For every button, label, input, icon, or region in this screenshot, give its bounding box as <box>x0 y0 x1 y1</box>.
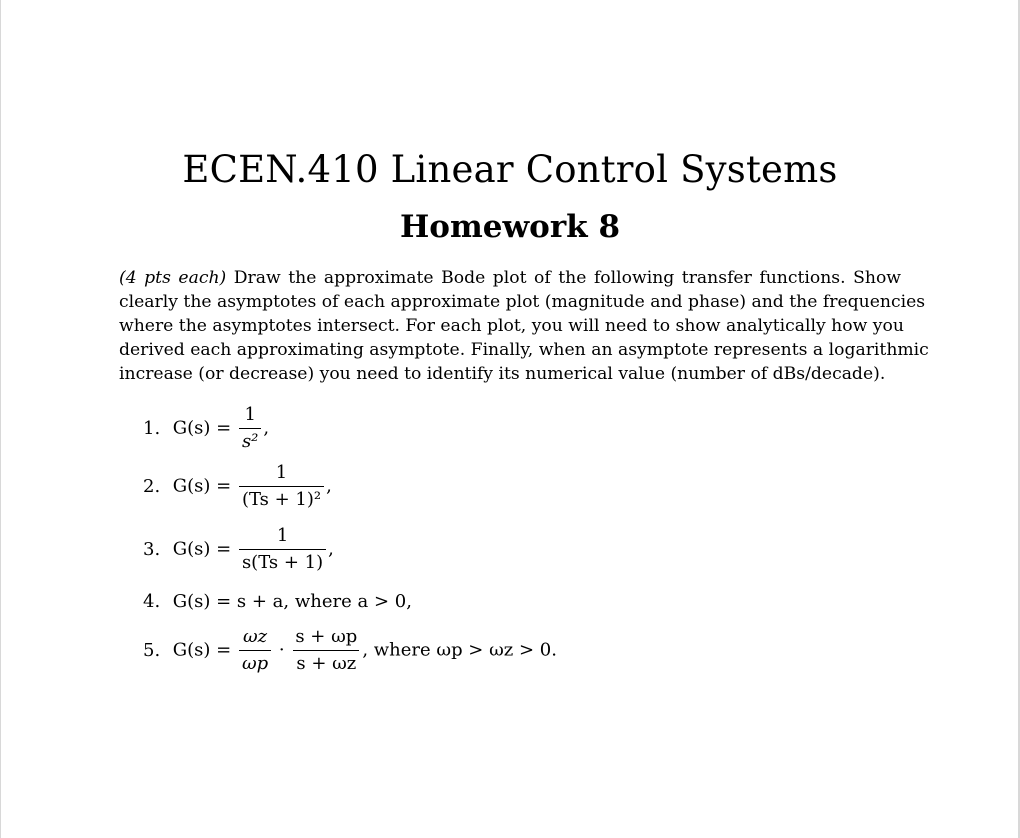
problem-expression: G(s) = s + a, where a > 0, <box>172 591 412 612</box>
fraction-denominator: ωp <box>239 650 271 675</box>
instructions-paragraph <box>119 266 929 386</box>
problem-lhs: G(s) = <box>172 475 232 497</box>
fraction-numerator: s + ωp <box>295 626 358 647</box>
problem-fraction-2 <box>292 626 360 675</box>
problem-2 <box>143 462 332 511</box>
problem-number: 2. <box>143 475 161 497</box>
points-label: (4 pts each) <box>119 268 227 288</box>
instructions-line-5: increase (or decrease) you need to identify its numerical value (number of dBs/decade). <box>119 364 886 384</box>
problem-1 <box>143 404 269 453</box>
page-subtitle: Homework 8 <box>399 209 621 245</box>
instructions-line-1: (4 pts each) Draw the approximate Bode plot of the following transfer functions. Show <box>119 268 901 288</box>
fraction-numerator: 1 <box>276 525 289 546</box>
page-title: ECEN.410 Linear Control Systems <box>182 148 838 191</box>
problem-5 <box>143 626 557 675</box>
instructions-line-2: clearly the asymptotes of each approximate plot (magnitude and phase) and the frequencies <box>119 292 926 312</box>
fraction-denominator: s(Ts + 1) <box>239 549 326 574</box>
problem-fraction-1 <box>239 626 271 675</box>
page-left-border <box>0 0 1 838</box>
fraction-denominator: s² <box>239 428 261 453</box>
problem-lhs: G(s) = <box>172 538 232 560</box>
instructions-line-4: derived each approximating asymptote. Finally, when an asymptote represents a logarithmic <box>119 340 929 360</box>
problem-suffix: , where ωp > ωz > 0. <box>362 639 557 661</box>
fraction-numerator: 1 <box>244 404 256 425</box>
fraction-numerator: 1 <box>275 462 288 483</box>
problem-suffix: , <box>328 538 334 560</box>
problem-number: 5. <box>143 639 161 661</box>
fraction-denominator: s + ωz <box>293 650 359 675</box>
problem-number: 3. <box>143 538 161 560</box>
problem-number: 4. <box>143 591 161 612</box>
instructions-line-3: where the asymptotes intersect. For each plot, you will need to show analytically how you <box>119 316 904 336</box>
multiply-dot: · <box>278 639 285 661</box>
problem-lhs: G(s) = <box>172 417 232 439</box>
problem-fraction <box>239 525 326 574</box>
problem-suffix: , <box>326 475 332 497</box>
problem-4 <box>143 591 412 612</box>
problem-suffix: , <box>263 417 270 439</box>
problem-fraction <box>239 462 324 511</box>
problem-number: 1. <box>143 417 161 439</box>
problem-fraction <box>239 404 261 453</box>
fraction-numerator: ωz <box>242 626 268 647</box>
problem-3 <box>143 525 334 574</box>
problem-lhs: G(s) = <box>172 639 232 661</box>
fraction-denominator: (Ts + 1)² <box>239 486 324 511</box>
